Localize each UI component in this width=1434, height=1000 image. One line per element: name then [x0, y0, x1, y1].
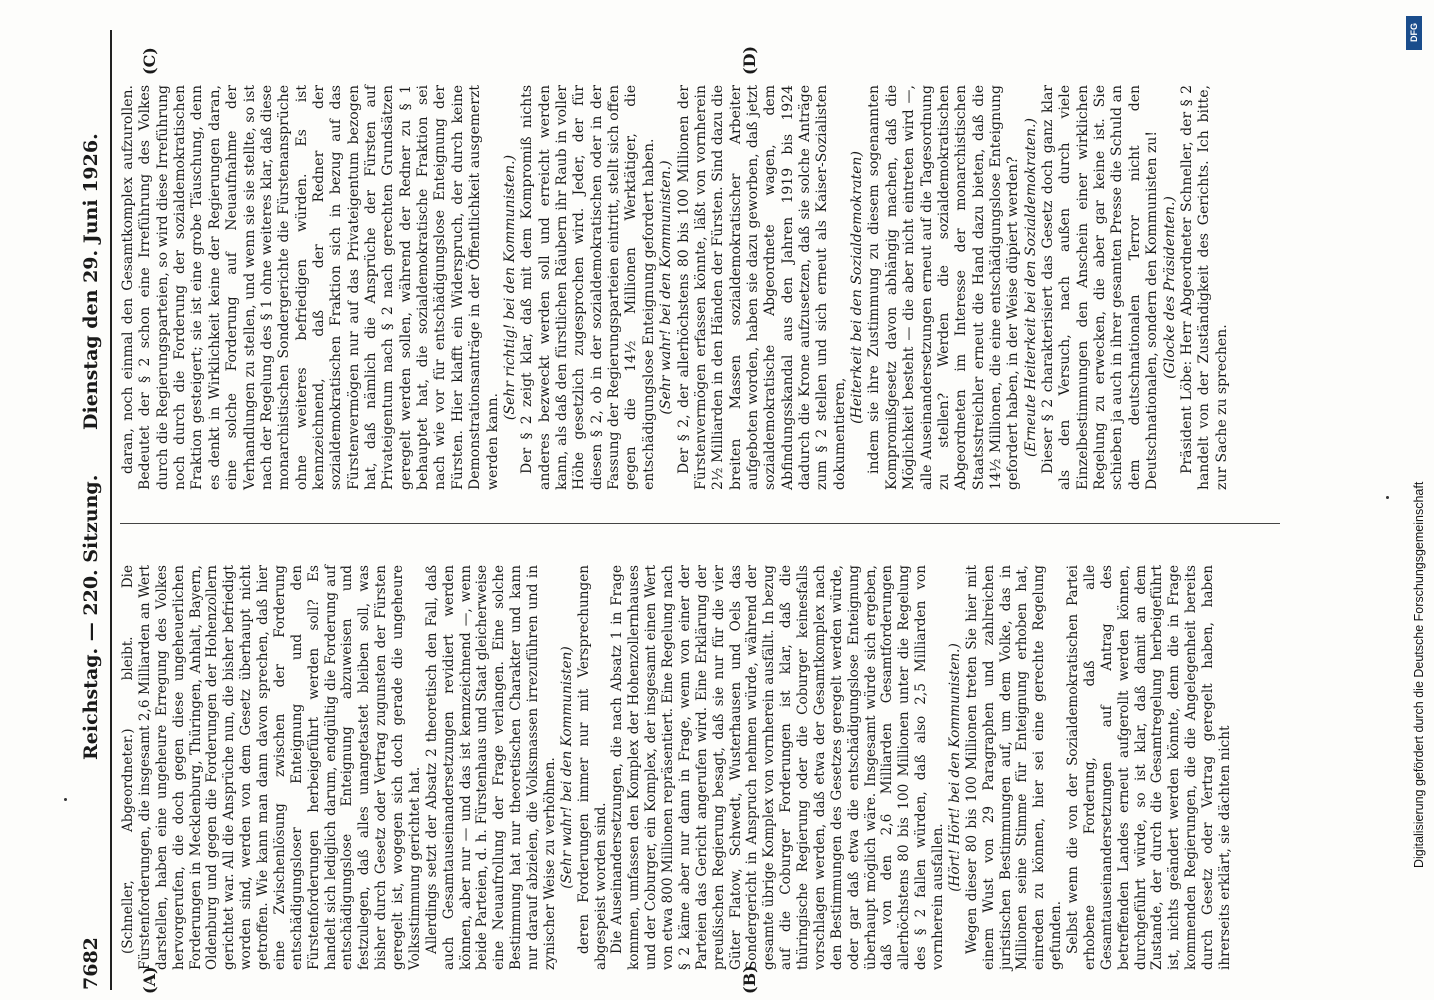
rotated-page-content — [80, 30, 1320, 994]
margin-marker-b: (B) — [740, 965, 759, 994]
margin-marker-c: (C) — [140, 47, 159, 75]
header-rule — [110, 30, 112, 990]
paragraph: Allerdings setzt der Absatz 2 theoretisch den Fall, daß auch Gesamtauseinandersetzungen revidiert werden können, aber nur — und das ist kennzeichnend —, wenn beide Parteien, d. h. Fürstenhaus und Staat gleicherweise eine Neuaufrollung der Frage verlangen. Eine solche Bestimmung hat nur theoretischen Charakter und kann nur darauf abzielen, die Volksmassen irrezuführen und in zynischer Weise zu verhöhnen. — [423, 565, 558, 970]
interjection: (Sehr richtig! bei den Kommunisten.) — [501, 154, 518, 421]
paragraph: Der § 2, der allerhöchstens 80 bis 100 Millionen der Fürstenvermögen erfassen könnte, läßt von vornherein 2½ Milliarden in den Händen der Fürsten. Sind dazu die breiten Massen sozialdemokratischer Arbeiter aufgeboten worden, haben sie dazu geworben, daß jetzt sozialdemokratische Abgeordnete wagen, dem Abfindungsskandal aus den Jahren 1919 bis 1924 dadurch die Krone aufzusetzen, daß sie solche Anträge zum § 2 stellen und sich erneut als Kaiser-Sozialisten dokumentieren, — [675, 85, 848, 490]
interjection: (Heiterkeit bei den Sozialdemokraten) — [849, 151, 866, 424]
interjection: (Sehr wahr! bei den Kommunisten) — [558, 646, 575, 889]
margin-marker-a: (A) — [140, 966, 159, 994]
paragraph: Wegen dieser 80 bis 100 Millionen treten Sie hier mit einem Wust von 29 Paragraphen und zahlreichen juristischen Bestimmungen auf, um dem Volke, das in Millionen seine Stimme für Enteignung erhoben hat, einreden zu können, hier sei eine gerechte Regelung gefunden. — [963, 565, 1065, 970]
right-text-column — [120, 85, 1231, 490]
paragraph: (Schneller, Abgeordneter.) bleibt. Die Fürstenforderungen, die insgesamt 2,6 Milliarden an Wert darstellen, haben eine ungeheure Erregung des Volkes hervorgerufen, die doch gegen diese ungeheuerlichen Forderungen in Mecklenburg, Thüringen, Anhalt, Bayern, Oldenburg und gegen die Forderungen der Hohenzollern gerichtet war. All die Ansprüche nun, die bisher befriedigt worden sind, werden von dem Gesetz überhaupt nicht getroffen. Wie kann man dann davon sprechen, daß hier eine Zwischenlösung zwischen der Forderung entschädigungsloser Enteignung und den Fürstenforderungen herbeigeführt werden soll? Es handelt sich lediglich darum, endgültig die Forderung auf entschädigungslose Enteignung abzuweisen und festzulegen, daß alles unangetastet bleiben soll, was bisher durch Gesetz oder Vertrag zugunsten der Fürsten geregelt ist, wogegen sich doch gerade die ungeheure Volksstimmung gerichtet hat. — [120, 565, 423, 970]
scan-mark — [1386, 496, 1389, 499]
scan-mark — [64, 798, 67, 801]
interjection: (Hört! Hört! bei den Kommunisten.) — [946, 643, 963, 892]
page-number: 7682 — [80, 937, 102, 990]
column-divider — [120, 523, 1280, 524]
paragraph: Dieser § 2 charakterisiert das Gesetz doch ganz klar als den Versuch, nach außen durch viele Einzelbestimmungen den Anschein einer wirklichen Regelung zu erwecken, die aber gar keine ist. Sie schieben ja auch in ihrer gesamten Presse die Schuld an dem deutschnationalen Terror nicht den Deutschnationalen, sondern den Kommunisten zu! — [1040, 85, 1161, 490]
paragraph: daran, noch einmal den Gesamtkomplex aufzurollen. Bedeutet der § 2 schon eine Irreführung des Volkes durch die Regierungsparteien, so wird diese Irreführung noch durch die Forderung der sozialdemokratischen Fraktion gesteigert; sie ist eine grobe Täuschung, denn es denkt in Wirklichkeit keine der Regierungen daran, eine solche Forderung auf Neuaufnahme der Verhandlungen zu stellen, und wenn sie sie stellte, so ist nach der Regelung des § 1 ohne weiteres klar, daß diese monarchistischen Sondergerichte die Fürstenansprüche ohne weiteres befriedigen würden. Es ist kennzeichnend, daß der Redner der sozialdemokratischen Fraktion sich in bezug auf das Fürstenvermögen nur auf das Privateigentum bezogen hat, daß nämlich die Ansprüche der Fürsten auf Privateigentum nach § 2 nach gerechten Grundsätzen geregelt werden sollen, während der Redner zu § 1 behauptet hat, die sozialdemokratische Fraktion sei nach wie vor für entschädigungslose Enteignung der Fürsten. Hier klafft ein Widerspruch, der durch keine Demonstrationsanträge in der Öffentlichkeit ausgemerzt werden kann. — [120, 85, 501, 490]
paragraph: indem sie ihre Zustimmung zu diesem sogenannten Kompromißgesetz davon abhängig machen, daß die Möglichkeit besteht — die aber nicht eintreten wird —, alle Auseinandersetzungen erneut auf die Tagesordnung zu stellen? Werden die sozialdemokratischen Abgeordneten im Interesse der monarchistischen Staatsstreichler erneut die Hand dazu bieten, daß die 14½ Millionen, die eine entschädigungslose Enteignung gefordert haben, in der Weise düpiert werden? — [866, 85, 1022, 490]
interjection: (Glocke des Präsidenten.) — [1161, 196, 1178, 379]
dfg-funding-strip — [1398, 8, 1430, 998]
interjection: (Sehr wahr! bei den Kommunisten.) — [658, 160, 675, 415]
left-text-column — [120, 565, 1234, 970]
paragraph: Präsident Löbe: Herr Abgeordneter Schneller, der § 2 handelt von der Zuständigkeit des Gerichts. Ich bitte, zur Sache zu sprechen. — [1178, 85, 1230, 490]
paragraph: Die Auseinandersetzungen, die nach Absatz 1 in Frage kommen, umfassen den Komplex der Hohenzollernhauses und der Coburger, ein Komplex, der insgesamt einen Wert von etwa 800 Millionen repräsentiert. Eine Regelung nach § 2 käme aber nur dann in Frage, wenn von einer der Parteien das Gericht angerufen wird. Eine Erklärung der preußischen Regierung besagt, daß sie nur für die vier Güter Flatow, Schwedt, Wusterhausen und Oels das Sondergericht in Anspruch nehmen würde, während der gesamte übrige Komplex von vornherein ausfällt. In bezug auf die Coburger Forderungen ist klar, daß die thüringische Regierung oder die Coburger keinesfalls vorschlagen werden, daß etwa der Gesamtkomplex nach den Bestimmungen des Gesetzes geregelt werden würde, oder gar daß etwa die entschädigungslose Enteignung überhaupt möglich wäre. Insgesamt würde sich ergeben, daß von den 2,6 Milliarden Gesamtforderungen allerhöchstens 80 bis 100 Millionen unter die Regelung des § 2 fallen würden, daß also 2,5 Milliarden von vornherein ausfallen. — [609, 565, 946, 970]
paragraph: Der § 2 zeigt klar, daß mit dem Kompromiß nichts anderes bezweckt werden soll und erreicht werden kann, als daß den fürstlichen Räubern ihr Raub in voller Höhe gesetzlich zugesprochen wird. Jeder, der für diesen § 2, ob in der sozialdemokratischen oder in der Fassung der Regierungsparteien eintritt, stellt sich offen gegen die 14½ Millionen Werktätiger, die entschädigungslose Enteignung gefordert haben. — [519, 85, 657, 490]
right-header-title: Dienstag den 29. Juni 1926. — [80, 133, 102, 430]
dfg-funding-note: Digitalisierung gefördert durch die Deutsche Forschungsgemeinschaft — [1412, 481, 1426, 868]
dfg-logo: DFG — [1406, 16, 1422, 50]
left-header-title: Reichstag. — 220. Sitzung. — [80, 474, 102, 760]
margin-marker-d: (D) — [740, 45, 759, 75]
paragraph: Selbst wenn die von der Sozialdemokratischen Partei erhobene Forderung, daß alle Gesamtauseinandersetzungen auf Antrag des betreffenden Landes erneut aufgerollt werden können, durchgeführt würde, so ist klar, daß damit an dem Zustande, der durch die Gesamtregelung herbeigeführt ist, nichts geändert werden könnte, denn die in Frage kommenden Regierungen, die die Angelegenheit bereits durch Gesetz oder Vertrag geregelt haben, haben ihrerseits erklärt, sie dächten nicht — [1065, 565, 1233, 970]
paragraph: deren Forderungen immer nur mit Versprechungen abgespeist worden sind. — [575, 565, 609, 970]
interjection: (Erneute Heiterkeit bei den Sozialdemokraten.) — [1022, 118, 1039, 457]
page-header — [80, 30, 110, 990]
